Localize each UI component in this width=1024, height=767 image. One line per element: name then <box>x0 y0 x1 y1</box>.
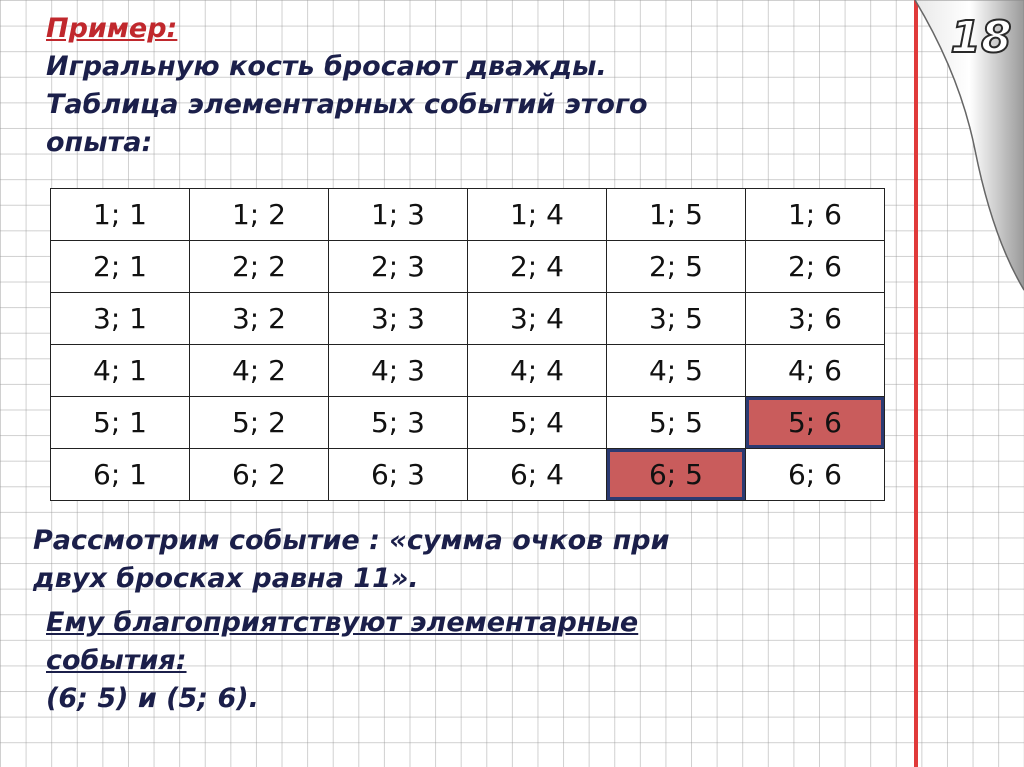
heading-line: Таблица элементарных событий этого <box>46 89 648 120</box>
table-cell: 3; 3 <box>328 293 467 345</box>
table-cell: 4; 3 <box>328 345 467 397</box>
table-cell: 6; 3 <box>328 449 467 501</box>
event-description <box>33 522 670 598</box>
table-cell: 4; 5 <box>606 345 745 397</box>
table-cell: 6; 5 <box>606 449 745 501</box>
example-label: Пример: <box>46 13 178 44</box>
slide-number: 18 <box>950 12 1012 63</box>
table-cell: 6; 4 <box>467 449 606 501</box>
favourable-line: Ему благоприятствуют элементарные <box>46 607 639 638</box>
table-cell: 6; 1 <box>51 449 190 501</box>
table-cell: 5; 1 <box>51 397 190 449</box>
table-cell: 2; 6 <box>745 241 884 293</box>
table-cell: 2; 5 <box>606 241 745 293</box>
table-cell: 1; 2 <box>189 189 328 241</box>
table-cell: 4; 6 <box>745 345 884 397</box>
table-row <box>51 449 885 501</box>
table-cell: 4; 4 <box>467 345 606 397</box>
heading-line: Игральную кость бросают дважды. <box>46 51 607 82</box>
favourable-line: события: <box>46 645 187 676</box>
event-line: Рассмотрим событие : «сумма очков при <box>33 525 670 556</box>
table-cell: 3; 6 <box>745 293 884 345</box>
heading-line: опыта: <box>46 127 153 158</box>
table-cell: 5; 2 <box>189 397 328 449</box>
table-cell: 6; 6 <box>745 449 884 501</box>
table-cell: 5; 5 <box>606 397 745 449</box>
table-cell: 5; 4 <box>467 397 606 449</box>
table-cell: 3; 4 <box>467 293 606 345</box>
table-cell: 3; 1 <box>51 293 190 345</box>
table-cell: 3; 5 <box>606 293 745 345</box>
table-cell: 5; 6 <box>745 397 884 449</box>
table-cell: 1; 6 <box>745 189 884 241</box>
event-line: двух бросках равна 11». <box>33 563 419 594</box>
table-cell: 1; 5 <box>606 189 745 241</box>
table-cell: 1; 3 <box>328 189 467 241</box>
table-cell: 3; 2 <box>189 293 328 345</box>
table-row <box>51 397 885 449</box>
table-row <box>51 293 885 345</box>
table-cell: 2; 2 <box>189 241 328 293</box>
favourable-result: (6; 5) и (5; 6). <box>46 683 259 714</box>
table-cell: 4; 1 <box>51 345 190 397</box>
favourable-events <box>46 604 638 718</box>
table-cell: 2; 1 <box>51 241 190 293</box>
table-row <box>51 189 885 241</box>
table-cell: 5; 3 <box>328 397 467 449</box>
table-cell: 2; 4 <box>467 241 606 293</box>
table-cell: 6; 2 <box>189 449 328 501</box>
table-cell: 1; 1 <box>51 189 190 241</box>
table-cell: 1; 4 <box>467 189 606 241</box>
table-row <box>51 345 885 397</box>
table-cell: 4; 2 <box>189 345 328 397</box>
example-heading <box>46 10 648 162</box>
table-cell: 2; 3 <box>328 241 467 293</box>
elementary-events-table <box>50 188 885 501</box>
table-row <box>51 241 885 293</box>
